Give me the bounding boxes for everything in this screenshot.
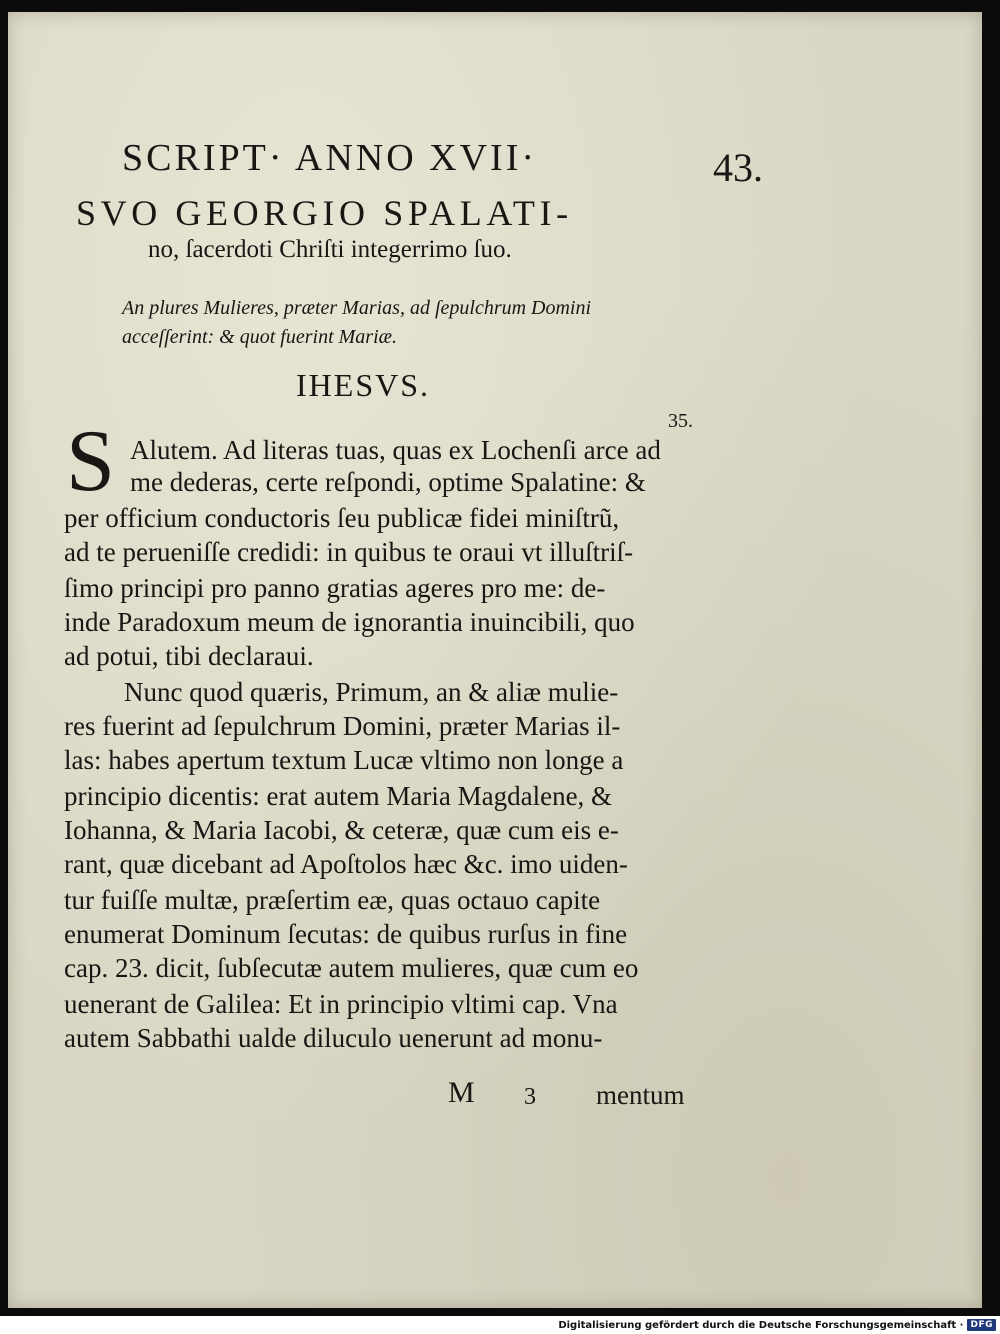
body-line: rant, quæ dicebant ad Apoſtolos hæc &c. imo uiden- bbox=[64, 849, 628, 879]
body-line: ad te perueniſſe credidi: in quibus te oraui vt illuſtriſ- bbox=[64, 537, 634, 567]
invocation: IHESVS. bbox=[296, 367, 431, 403]
body-line: tur fuiſſe multæ, præſertim eæ, quas octauo capite bbox=[64, 885, 601, 915]
body-line: cap. 23. dicit, ſubſecutæ autem mulieres, quæ cum eo bbox=[64, 953, 639, 983]
body-line: per officium conductoris ſeu publicæ fidei miniſtrũ, bbox=[64, 503, 620, 533]
letter-heading-line1: SVO GEORGIO SPALATI- bbox=[76, 193, 573, 233]
body-line: uenerant de Galilea: Et in principio vltimi cap. Vna bbox=[64, 989, 618, 1019]
signature-mark-number: 3 bbox=[524, 1084, 536, 1110]
body-line: enumerat Dominum ſecutas: de quibus rurſus in fine bbox=[64, 919, 628, 949]
digitization-footer bbox=[558, 1316, 996, 1334]
body-line: me dederas, certe reſpondi, optime Spalatine: & bbox=[130, 467, 646, 497]
body-line: las: habes apertum textum Lucæ vltimo non longe a bbox=[64, 745, 624, 775]
body-line: autem Sabbathi ualde diluculo uenerunt ad monu- bbox=[64, 1023, 603, 1053]
running-head: SCRIPT· ANNO XVII· bbox=[122, 137, 537, 179]
body-line: inde Paradoxum meum de ignorantia inuincibili, quo bbox=[64, 607, 635, 637]
body-line: Alutem. Ad literas tuas, quas ex Lochenſi arce ad bbox=[130, 435, 661, 465]
body-line: Iohanna, & Maria Iacobi, & ceteræ, quæ cum eis e- bbox=[64, 815, 619, 845]
book-page bbox=[8, 12, 982, 1308]
body-line: ſimo principi pro panno gratias ageres pro me: de- bbox=[64, 573, 606, 603]
footer-credit: Digitalisierung gefördert durch die Deutsche Forschungsgemeinschaft · bbox=[558, 1319, 964, 1331]
drop-cap: S bbox=[66, 413, 115, 510]
letter-heading-line2: no, ſacerdoti Chriſti integerrimo ſuo. bbox=[148, 236, 512, 263]
dfg-logo-icon: DFG bbox=[967, 1319, 996, 1331]
margin-note: 35. bbox=[668, 410, 693, 432]
body-line: ad potui, tibi declaraui. bbox=[64, 641, 314, 671]
page-number: 43. bbox=[713, 145, 763, 190]
summary-line: acceſſerint: & quot fuerint Mariæ. bbox=[122, 326, 397, 348]
signature-mark-letter: M bbox=[448, 1076, 475, 1109]
body-line: res fuerint ad ſepulchrum Domini, præter Marias il- bbox=[64, 711, 621, 741]
summary-line: An plures Mulieres, præter Marias, ad ſepulchrum Domini bbox=[122, 297, 592, 319]
catchword: mentum bbox=[596, 1080, 685, 1110]
body-line: principio dicentis: erat autem Maria Magdalene, & bbox=[64, 781, 613, 811]
body-line: Nunc quod quæris, Primum, an & aliæ mulie- bbox=[124, 677, 619, 707]
